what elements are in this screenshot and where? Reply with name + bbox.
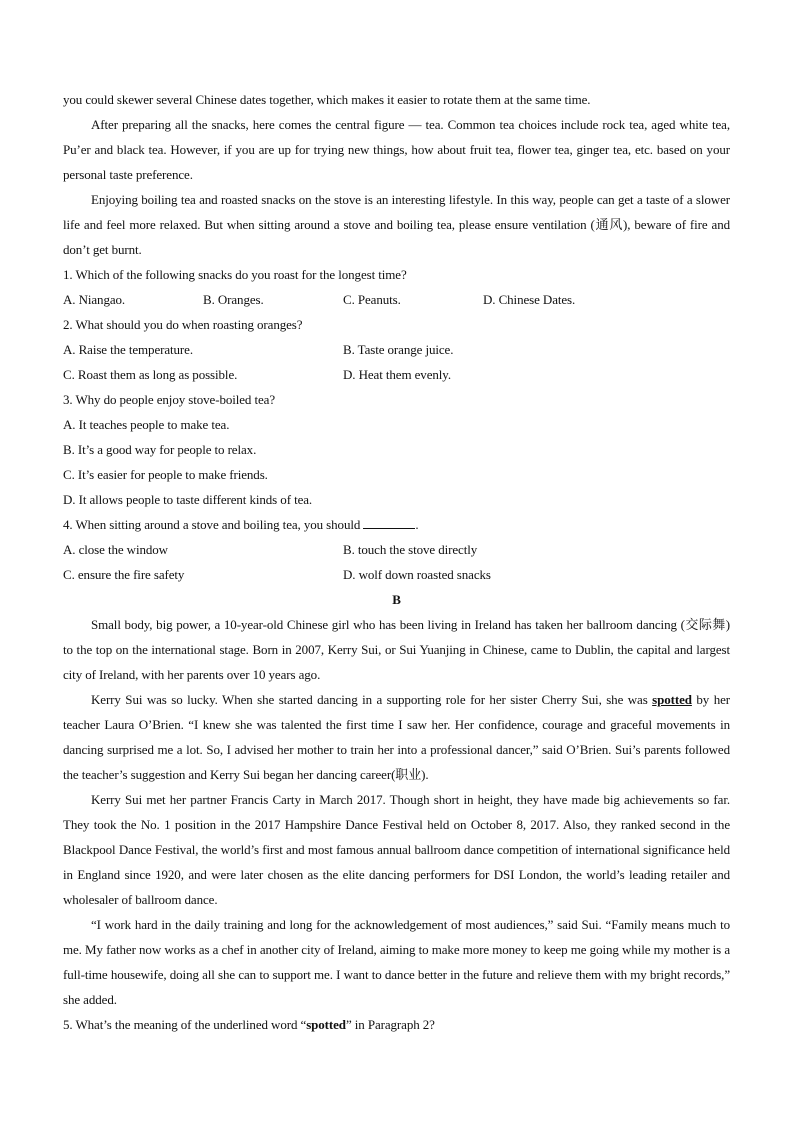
question-4-stem-before: 4. When sitting around a stove and boiling tea, you should bbox=[63, 517, 364, 532]
passage-b-paragraph-3: Kerry Sui met her partner Francis Carty in March 2017. Though short in height, they have made big achievements so far. They took the No. 1 position in the 2017 Hampshire Dance Festival held on October 8, 2017. Also, they ranked second in the Blackpool Dance Festival, the world’s first and most famous annual ballroom dance competition of international significance held in England since 1920, and were later chosen as the elite dancing performers for DSI London, the world’s leading retailer and wholesaler of ballroom dance. bbox=[63, 792, 730, 907]
question-3-option-b: B. It’s a good way for people to relax. bbox=[63, 442, 257, 457]
passage-b-paragraph-2-before: Kerry Sui was so lucky. When she started dancing in a supporting role for her sister Cherry Sui, she was bbox=[91, 692, 653, 707]
question-1-stem: 1. Which of the following snacks do you roast for the longest time? bbox=[63, 267, 407, 282]
question-4-options-row-1 bbox=[63, 537, 730, 562]
question-5-stem bbox=[63, 1012, 730, 1037]
passage-a-paragraph-1: After preparing all the snacks, here comes the central figure — tea. Common tea choices include rock tea, aged white tea, Pu’er and black tea. However, if you are up for trying new things, how about fruit tea, flower tea, ginger tea, etc. based on your personal taste preference. bbox=[63, 117, 730, 182]
question-4-stem bbox=[63, 512, 730, 537]
question-2-stem: 2. What should you do when roasting oranges? bbox=[63, 317, 303, 332]
question-1-option-d: D. Chinese Dates. bbox=[483, 292, 576, 307]
question-4-option-b: B. touch the stove directly bbox=[343, 542, 478, 557]
passage-b-paragraph-1: Small body, big power, a 10-year-old Chinese girl who has been living in Ireland has taken her ballroom dancing (交际舞) to the top on the international stage. Born in 2007, Kerry Sui, or Sui Yuanjing in Chinese, came to Dublin, the capital and largest city of Ireland, with her parents over 10 years ago. bbox=[63, 617, 730, 682]
question-2-option-b: B. Taste orange juice. bbox=[343, 342, 454, 357]
question-4-options-row-2 bbox=[63, 562, 730, 587]
question-5-before: 5. What’s the meaning of the underlined word “ bbox=[63, 1017, 307, 1032]
question-1-option-c: C. Peanuts. bbox=[343, 292, 401, 307]
passage-a-paragraph-2: Enjoying boiling tea and roasted snacks on the stove is an interesting lifestyle. In this way, people can get a taste of a slower life and feel more relaxed. But when sitting around a stove and boiling tea, please ensure ventilation (通风), beware of fire and don’t get burnt. bbox=[63, 192, 730, 257]
question-1-option-b: B. Oranges. bbox=[203, 292, 264, 307]
question-2-options-row-1 bbox=[63, 337, 730, 362]
question-4-stem-after: . bbox=[415, 517, 419, 532]
question-3-option-a: A. It teaches people to make tea. bbox=[63, 417, 230, 432]
underlined-word: spotted bbox=[652, 692, 692, 707]
question-1-option-a: A. Niangao. bbox=[63, 292, 126, 307]
question-4-option-c: C. ensure the fire safety bbox=[63, 567, 185, 582]
question-3-option-c: C. It’s easier for people to make friends. bbox=[63, 467, 268, 482]
question-2-options-row-2 bbox=[63, 362, 730, 387]
question-2-option-d: D. Heat them evenly. bbox=[343, 367, 451, 382]
question-1-options bbox=[63, 287, 730, 312]
question-3-stem: 3. Why do people enjoy stove-boiled tea? bbox=[63, 392, 276, 407]
passage-b-paragraph-4: “I work hard in the daily training and long for the acknowledgement of most audiences,” said Sui. “Family means much to me. My father now works as a chef in another city of Ireland, aiming to make more money to keep me going while my mother is a full-time housewife, doing all she can to support me. I want to dance better in the future and relieve them with my bright records,” she added. bbox=[63, 917, 730, 1007]
answer-blank bbox=[363, 516, 415, 529]
question-2-option-c: C. Roast them as long as possible. bbox=[63, 367, 238, 382]
passage-b-paragraph-2 bbox=[63, 687, 730, 787]
passage-b-paragraph-2-after: by her teacher Laura O’Brien. “I knew she was talented the first time I saw her. Her confidence, courage and graceful movements in dancing surprised me a lot. So, I advised her mother to train her into a professional dancer,” said O’Brien. Sui’s parents followed the teacher’s suggestion and Kerry Sui began her dancing career(职业). bbox=[63, 692, 730, 782]
question-4-option-a: A. close the window bbox=[63, 542, 168, 557]
passage-a-paragraph-0: you could skewer several Chinese dates together, which makes it easier to rotate them at the same time. bbox=[63, 92, 591, 107]
question-4-option-d: D. wolf down roasted snacks bbox=[343, 567, 491, 582]
question-3-option-d: D. It allows people to taste different kinds of tea. bbox=[63, 492, 313, 507]
question-5-after: ” in Paragraph 2? bbox=[345, 1017, 435, 1032]
question-5-word: spotted bbox=[306, 1017, 346, 1032]
question-2-option-a: A. Raise the temperature. bbox=[63, 342, 193, 357]
page-content bbox=[63, 87, 730, 1037]
section-b-heading: B bbox=[392, 592, 401, 607]
